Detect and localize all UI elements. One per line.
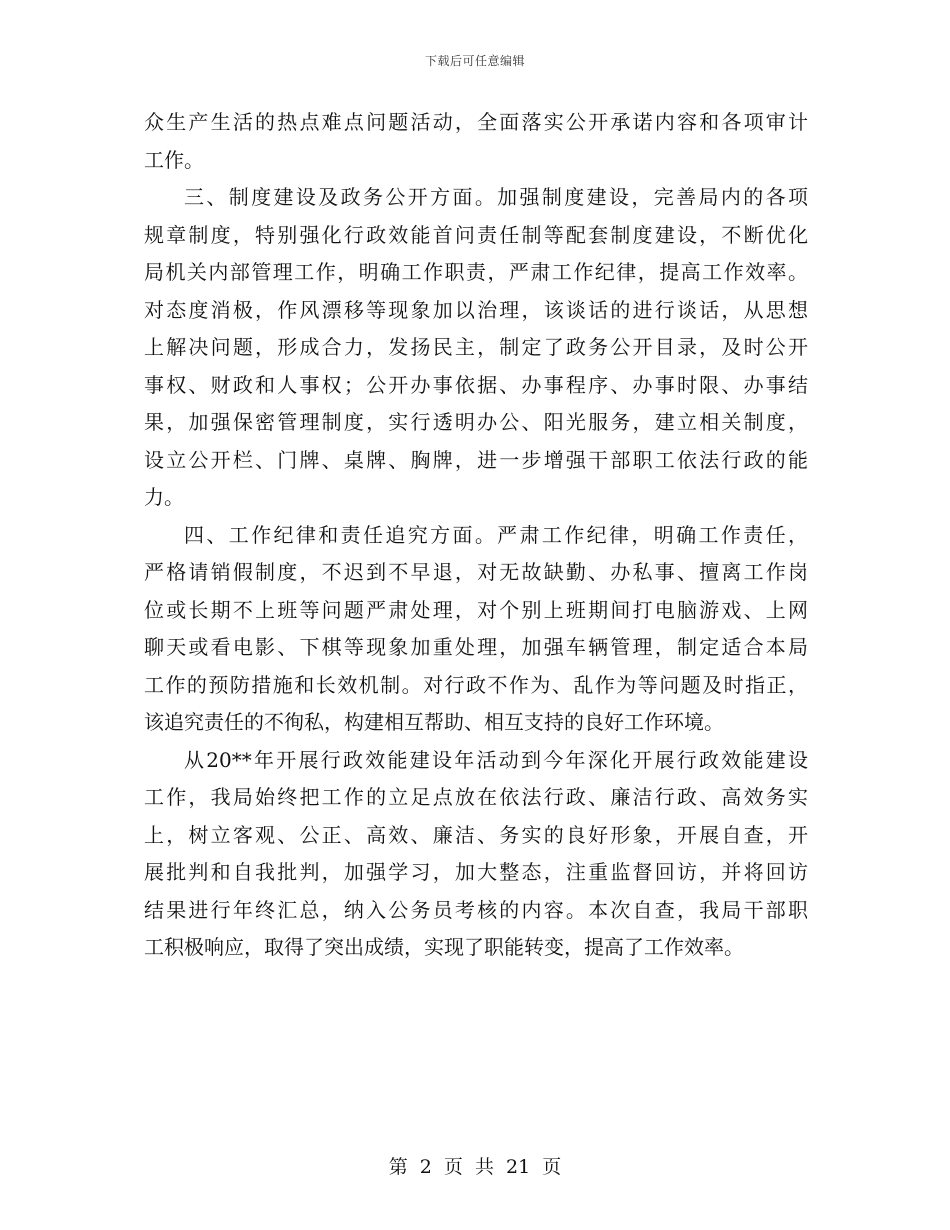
paragraph-1: [144, 104, 808, 179]
paragraph-line: 三、制度建设及政务公开方面。加强制度建设，完善局内的各项: [184, 185, 808, 209]
paragraph-line: 众生产生活的热点难点问题活动，全面落实公开承诺内容和各项审计: [144, 110, 808, 134]
paragraph-line: 四、工作纪律和责任追究方面。严肃工作纪律，明确工作责任，: [184, 522, 808, 547]
paragraph-2: [144, 179, 808, 517]
paragraph-line: 工作，我局始终把工作的立足点放在依法行政、廉洁行政、高效务实: [144, 785, 808, 809]
paragraph-line: 工积极响应，取得了突出成绩，实现了职能转变，提高了工作效率。: [144, 935, 744, 959]
paragraph-line: 局机关内部管理工作，明确工作职责，严肃工作纪律，提高工作效率。: [144, 260, 808, 284]
paragraph-line: 从20**年开展行政效能建设年活动到今年深化开展行政效能建设: [184, 747, 808, 772]
page-number-footer: 第 2 页 共 21 页: [388, 1156, 562, 1178]
paragraph-line: 果，加强保密管理制度，实行透明办公、阳光服务，建立相关制度，: [144, 410, 808, 434]
page-header: 下载后可任意编辑: [424, 54, 525, 68]
paragraph-line: 事权、财政和人事权；公开办事依据、办事程序、办事时限、办事结: [144, 372, 808, 397]
paragraph-line: 展批判和自我批判，加强学习，加大整态，注重监督回访，并将回访: [144, 860, 808, 884]
paragraph-3: [144, 517, 808, 742]
paragraph-line: 位或长期不上班等问题严肃处理，对个别上班期间打电脑游戏、上网: [144, 597, 808, 622]
paragraph-line: 结果进行年终汇总，纳入公务员考核的内容。本次自查，我局干部职: [144, 897, 808, 922]
paragraph-line: 工作的预防措施和长效机制。对行政不作为、乱作为等问题及时指正，: [144, 672, 808, 697]
paragraph-4: [144, 742, 808, 967]
paragraph-line: 聊天或看电影、下棋等现象加重处理，加强车辆管理，制定适合本局: [144, 635, 808, 659]
paragraph-line: 力。: [144, 485, 184, 509]
paragraph-line: 规章制度，特别强化行政效能首问责任制等配套制度建设，不断优化: [144, 222, 808, 247]
paragraph-line: 上，树立客观、公正、高效、廉洁、务实的良好形象，开展自查，开: [144, 822, 808, 847]
paragraph-line: 设立公开栏、门牌、桌牌、胸牌，进一步增强干部职工依法行政的能: [144, 447, 808, 472]
paragraph-line: 上解决问题，形成合力，发扬民主，制定了政务公开目录，及时公开: [144, 335, 808, 359]
paragraph-line: 严格请销假制度，不迟到不早退，对无故缺勤、办私事、擅离工作岗: [144, 560, 808, 584]
paragraph-line: 对态度消极，作风漂移等现象加以治理，该谈话的进行谈话，从思想: [144, 297, 808, 322]
document-body: [144, 104, 808, 967]
paragraph-line: 该追究责任的不徇私，构建相互帮助、相互支持的良好工作环境。: [144, 710, 724, 734]
paragraph-line: 工作。: [144, 147, 204, 172]
